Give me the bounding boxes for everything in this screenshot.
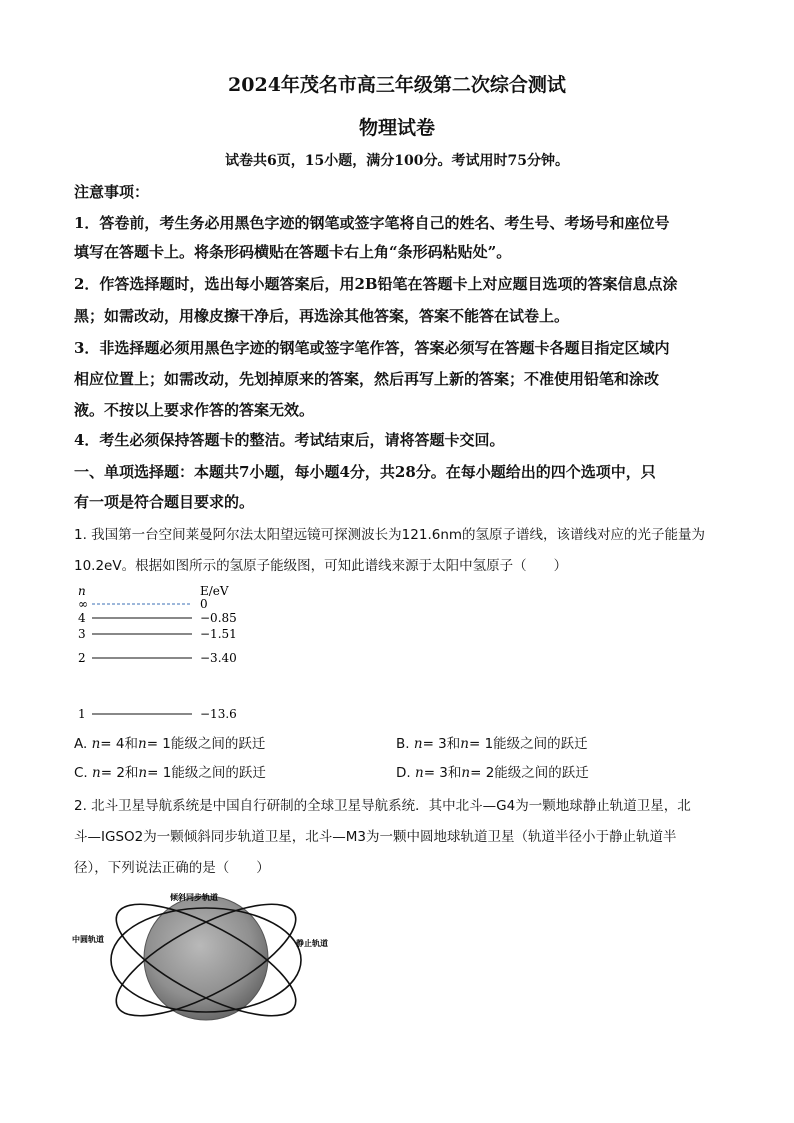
notice-line: 液。不按以上要求作答的答案无效。 (74, 401, 315, 419)
level-energy-label: −0.85 (200, 611, 237, 625)
notice-line: 1．答卷前，考生务必用黑色字迹的钢笔或签字笔将自己的姓名、考生号、考场号和座位号 (74, 214, 670, 232)
symbol-n: n (91, 736, 101, 752)
exam-title: 2024年茂名市高三年级第二次综合测试 (228, 74, 566, 96)
question-2-stem: 斗—IGSO2为一颗倾斜同步轨道卫星，北斗—M3为一颗中圆地球轨道卫星（轨道半径小于静止轨道半 (74, 829, 677, 845)
level-n-label: 2 (78, 651, 86, 665)
option-a[interactable] (74, 734, 265, 754)
section-heading: 一、单项选择题：本题共7小题，每小题4分，共28分。在每小题给出的四个选项中，只 (74, 463, 656, 481)
level-energy-label: 0 (200, 597, 208, 611)
earth-globe (144, 896, 268, 1020)
notice-line: 2．作答选择题时，选出每小题答案后，用2B铅笔在答题卡上对应题目选项的答案信息点涂 (74, 275, 678, 293)
option-text: = 2和 (100, 765, 139, 781)
symbol-n: n (461, 765, 471, 781)
option-text: = 1能级之间的跃迁 (146, 736, 266, 752)
notice-heading: 注意事项： (74, 183, 150, 201)
level-n-label: 3 (78, 627, 86, 641)
option-text: = 2能级之间的跃迁 (470, 765, 589, 781)
notice-line: 相应位置上；如需改动，先划掉原来的答案，然后再写上新的答案；不准使用铅笔和涂改 (74, 370, 660, 388)
option-text: = 3和 (422, 736, 461, 752)
option-text: = 1能级之间的跃迁 (468, 736, 588, 752)
energy-level-diagram (70, 584, 270, 729)
symbol-n: n (138, 736, 147, 752)
symbol-n: n (414, 765, 424, 781)
exam-info: 试卷共6页，15小题，满分100分。考试用时75分钟。 (225, 153, 569, 169)
symbol-n: n (413, 736, 423, 752)
satellite-orbit-figure (70, 888, 340, 1038)
n-axis-label: n (78, 584, 86, 598)
option-c[interactable] (74, 763, 266, 783)
level-n-label: ∞ (78, 597, 88, 611)
level-energy-label: −1.51 (200, 627, 237, 641)
notice-line: 填写在答题卡上。将条形码横贴在答题卡右上角“条形码粘贴处”。 (74, 243, 512, 261)
level-energy-label: −13.6 (200, 707, 237, 721)
option-letter: A. (74, 736, 88, 752)
option-text: = 3和 (423, 765, 462, 781)
question-1-stem: 10.2eV。根据如图所示的氢原子能级图，可知此谱线来源于太阳中氢原子（ ） (74, 558, 568, 574)
inclined-orbit-label: 倾斜同步轨道 (170, 893, 218, 902)
notice-line: 4．考生必须保持答题卡的整洁。考试结束后，请将答题卡交回。 (74, 431, 505, 449)
question-1-stem: 1. 我国第一台空间莱曼阿尔法太阳望远镜可探测波长为121.6nm的氢原子谱线，该谱线对应的光子能量为 (74, 527, 706, 543)
symbol-n: n (138, 765, 148, 781)
subject-title: 物理试卷 (358, 117, 435, 139)
level-energy-label: −3.40 (200, 651, 237, 665)
option-text: = 1能级之间的跃迁 (147, 765, 266, 781)
option-text: = 4和 (100, 736, 138, 752)
notice-line: 3．非选择题必须用黑色字迹的钢笔或签字笔作答，答案必须写在答题卡各题目指定区域内 (74, 339, 670, 357)
energy-axis-label: E/eV (200, 584, 229, 598)
static-orbit-label: 静止轨道 (296, 939, 328, 948)
notice-line: 黑；如需改动，用橡皮擦干净后，再选涂其他答案，答案不能答在试卷上。 (74, 307, 570, 325)
level-n-label: 1 (78, 707, 86, 721)
option-d[interactable] (396, 763, 589, 783)
question-2-stem: 径），下列说法正确的是（ ） (74, 860, 270, 876)
option-b[interactable] (396, 734, 588, 754)
option-letter: B. (396, 736, 410, 752)
option-letter: C. (74, 765, 88, 781)
medium-orbit-label: 中圆轨道 (72, 935, 104, 944)
level-n-label: 4 (78, 611, 86, 625)
question-2-stem: 2. 北斗卫星导航系统是中国自行研制的全球卫星导航系统．其中北斗—G4为一颗地球静止轨道卫星，北 (74, 798, 691, 814)
option-letter: D. (396, 765, 411, 781)
symbol-n: n (92, 765, 101, 781)
symbol-n: n (460, 736, 469, 752)
section-heading: 有一项是符合题目要求的。 (74, 493, 255, 511)
